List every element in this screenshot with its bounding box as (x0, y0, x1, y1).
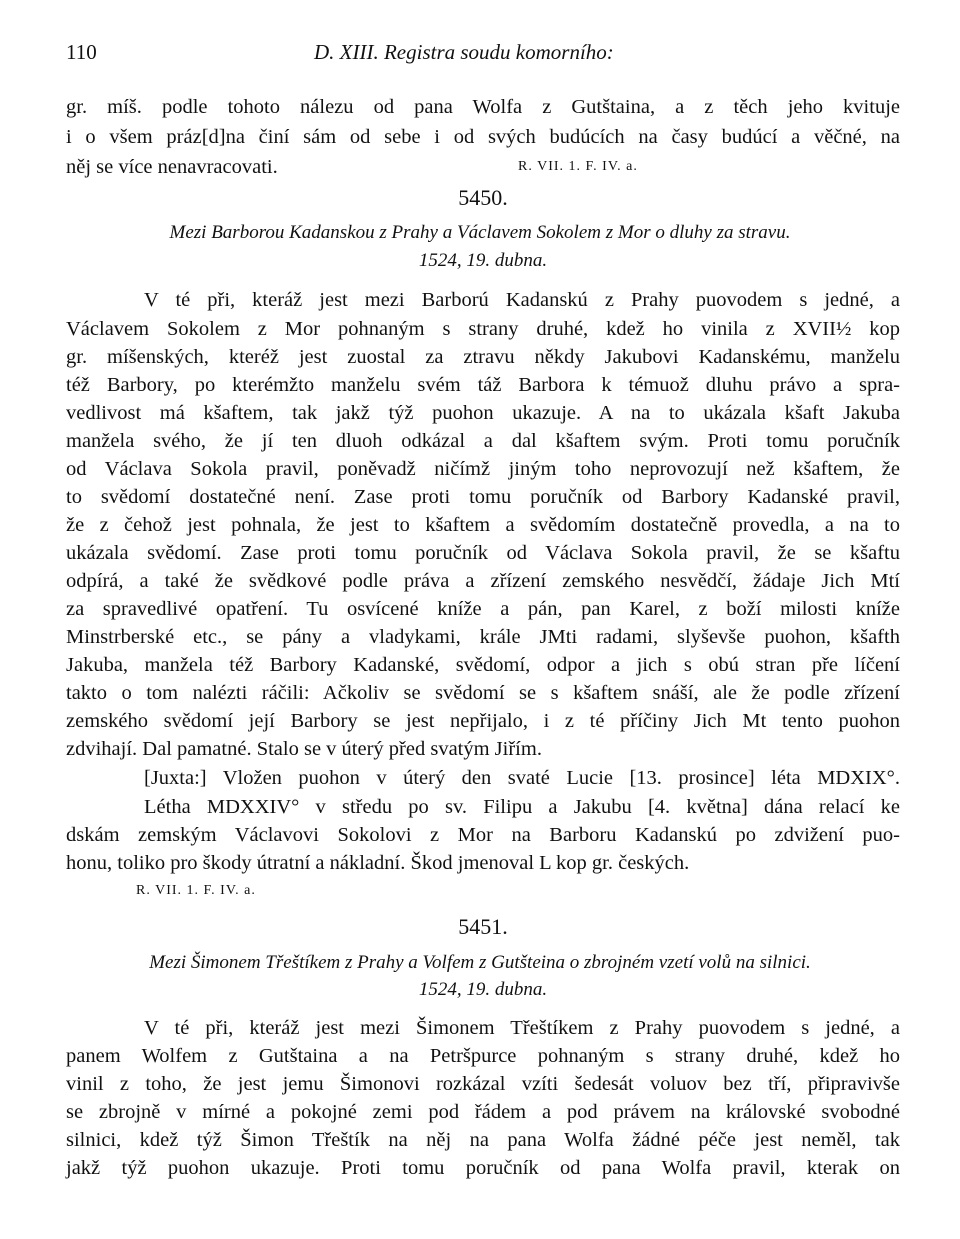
text-line: od Václava Sokola pravil, poněvadž ničímž jiným toho neprovozují než kšaftem, že (66, 458, 900, 480)
text-line: se zbrojně v mírné a pokojné zemi pod řádem a pod právem na královské svobodné (66, 1101, 900, 1123)
text-line: silnici, kdež týž Šimon Třeštík na něj na pana Wolfa žádné péče jest neměl, tak (66, 1129, 900, 1151)
text-line: že z čehož jest pohnala, že jest to kšaftem a svědomím dostatečně provedla, a na to (66, 514, 900, 536)
text-line: něj se více nenavracovati. (66, 156, 278, 178)
text-line: za spravedlivé opatření. Tu osvícené kníže a pán, pan Karel, z boží milosti kníže (66, 598, 900, 620)
text-line: V té při, kteráž jest mezi Šimonem Třeštíkem z Prahy puovodem s jedné, a (144, 1017, 900, 1039)
text-line: Jakuba, manžela též Barbory Kadanské, svědomí, odpor a jich s obú stran pře líčení (66, 654, 900, 676)
juxta-line: dskám zemským Václavovi Sokolovi z Mor na Barboru Kadanskú po zdvižení puo- (66, 824, 900, 846)
archive-reference: R. VII. 1. F. IV. a. (518, 159, 638, 174)
entry-date: 1524, 19. dubna. (418, 979, 548, 1000)
text-line: jakž týž puohon ukazuje. Proti tomu poručník od pana Wolfa pravil, kterak on (66, 1157, 900, 1179)
juxta-line: [Juxta:] Vložen puohon v úterý den svaté Lucie [13. prosince] léta MDXIX°. (144, 767, 900, 789)
text-line: zdvihají. Dal pamatné. Stalo se v úterý před svatým Jiřím. (66, 738, 542, 760)
archive-reference: R. VII. 1. F. IV. a. (136, 883, 256, 898)
text-line: též Barbory, po kterémžto manželu svém táž Barbora k témuož dluhu právo a spra- (66, 374, 900, 396)
text-line: odpírá, a také že svědkové podle práva a zřízení zemského nesvědčí, žádaje Jich Mtí (66, 570, 900, 592)
text-line: gr. míšenských, kteréž jest zuostal za ztravu někdy Jakubovi Kadanskému, manželu (66, 346, 900, 368)
text-line: Václavem Sokolem z Mor pohnaným s strany druhé, kdež ho vinila z XVII½ kop (66, 318, 900, 340)
page-number: 110 (66, 40, 97, 64)
text-line: vedlivost má kšaftem, tak jakž týž puohon ukazuje. A na to ukázala kšaft Jakuba (66, 402, 900, 424)
text-line: vinil z toho, že jest jemu Šimonovi rozkázal vzíti šedesát voluov bez tří, připravivše (66, 1073, 900, 1095)
entry-title: Mezi Šimonem Třeštíkem z Prahy a Volfem z Gutšteina o zbrojném vzetí volů na silnici. (149, 952, 811, 973)
text-line: i o všem práz[d]na činí sám od sebe i od svých budúcích na časy budúcí a věčné, na (66, 126, 900, 148)
text-line: ukázala svědomí. Zase proti tomu poručník od Václava Sokola pravil, že se kšaftu (66, 542, 900, 564)
text-line: manžela svého, že jí ten dluoh odkázal a dal kšaftem svým. Proti tomu poručník (66, 430, 900, 452)
running-head: D. XIII. Registra soudu komorního: (314, 40, 614, 64)
text-line: to svědomí dostatečné není. Zase proti tomu poručník od Barbory Kadanské pravil, (66, 486, 900, 508)
text-line: zemského svědomí její Barbory se jest nepřijalo, i z té příčiny Jich Mt tento puohon (66, 710, 900, 732)
text-line: V té při, kteráž jest mezi Barború Kadanskú z Prahy puovodem s jedné, a (144, 289, 900, 311)
juxta-line: Létha MDXXIV° v středu po sv. Filipu a Jakubu [4. května] dána relací ke (144, 796, 900, 818)
entry-date: 1524, 19. dubna. (418, 250, 548, 271)
text-line: takto o tom nalézti ráčili: Ačkoliv se svědomí se s kšaftem snáší, ale že podle zřízení (66, 682, 900, 704)
text-line: Minstrberské etc., se pány a vladykami, krále JMti radami, slyševše puohon, kšafth (66, 626, 900, 648)
text-line: gr. míš. podle tohoto nálezu od pana Wolfa z Gutštaina, a z těch jeho kvituje (66, 96, 900, 118)
entry-number: 5450. (458, 185, 508, 210)
page-header (66, 40, 906, 70)
text-line: panem Wolfem z Gutštaina a na Petršpurce pohnaným s strany druhé, kdež ho (66, 1045, 900, 1067)
juxta-line: honu, toliko pro škody útratní a nákladní. Škod jmenoval L kop gr. českých. (66, 852, 690, 874)
entry-title: Mezi Barborou Kadanskou z Prahy a Václavem Sokolem z Mor o dluhy za stravu. (169, 222, 791, 243)
entry-number: 5451. (458, 914, 508, 939)
